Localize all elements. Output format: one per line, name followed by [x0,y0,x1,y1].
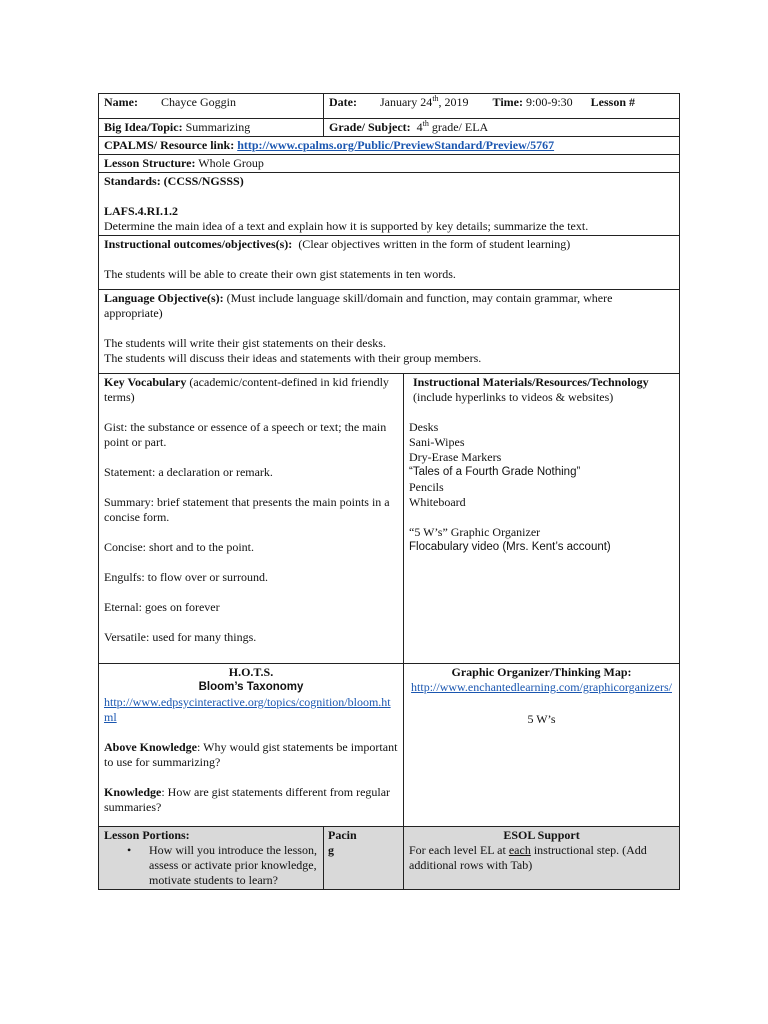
material-item: Sani-Wipes [409,435,465,449]
date-time-cell [324,94,680,119]
standard-code: LAFS.4.RI.1.2 [104,204,179,218]
topic-label: Big Idea/Topic: [104,120,183,134]
vocab-heading [104,375,398,405]
language-heading [104,291,674,321]
standards-label: Standards: (CCSS/NGSSS) [104,174,244,188]
language-line-1: The students will write their gist statements on their desks. [104,336,386,350]
organizer-title: Graphic Organizer/Thinking Map: [451,665,632,679]
vocab-note: (academic/content-defined in kid friendly terms) [104,375,389,404]
esol-title: ESOL Support [503,828,580,842]
outcomes-note: (Clear objectives written in the form of student learning) [298,237,571,251]
outcomes-heading [104,237,674,252]
vocab-materials-row [99,374,680,664]
grade-value: 4th grade/ ELA [416,119,489,134]
lesson-number-label: Lesson # [590,95,636,109]
above-knowledge-question: Above Knowledge: Why would gist statements be important to use for summarizing? [104,740,398,769]
structure-label: Lesson Structure: [104,156,196,170]
vocab-item-eternal: Eternal: goes on forever [104,600,220,614]
organizer-link[interactable]: http://www.enchantedlearning.com/graphicorganizers/ [411,680,672,694]
vocab-item-gist: Gist: the substance or essence of a speech or text; the main point or part. [104,420,387,449]
materials-label: Instructional Materials/Resources/Technology [413,375,649,389]
language-row [99,290,680,374]
grade-label: Grade/ Subject: [329,120,411,134]
portions-row [99,827,680,890]
materials-note: (include hyperlinks to videos & websites) [413,390,614,404]
vocab-cell [99,374,404,664]
date-value: January 24th, 2019 [379,94,469,109]
standards-cell [99,173,680,236]
language-label: Language Objective(s): [104,291,224,305]
name-cell [99,94,324,119]
language-note: (Must include language skill/domain and function, may contain grammar, where appropriate) [104,291,613,320]
esol-text: For each level EL at each instructional step. (Add additional rows with Tab) [409,843,647,872]
esol-cell [404,827,680,890]
topic-cell [99,119,324,137]
vocab-item-engulfs: Engulfs: to flow over or surround. [104,570,268,584]
blooms-link[interactable]: http://www.edpsycinteractive.org/topics/cognition/bloom.html [104,695,391,724]
lesson-plan-table [98,93,680,890]
portions-label: Lesson Portions: [104,828,190,842]
outcomes-row [99,236,680,290]
organizer-value: 5 W’s [527,712,556,726]
material-item: Dry-Erase Markers [409,450,502,464]
material-item: Desks [409,420,439,434]
outcomes-label: Instructional outcomes/objectives(s): [104,237,293,251]
knowledge-question: Knowledge: How are gist statements different from regular summaries? [104,785,391,814]
materials-cell [404,374,680,664]
time-value: 9:00-9:30 [526,95,573,109]
vocab-label: Key Vocabulary [104,375,187,389]
cpalms-link[interactable]: http://www.cpalms.org/Public/PreviewStandard/Preview/5767 [237,138,555,152]
portions-bullet: • How will you introduce the lesson, assess or activate prior knowledge, motivate students to learn? [149,843,318,888]
outcomes-cell [99,236,680,290]
material-item: Flocabulary video (Mrs. Kent’s account) [409,541,611,553]
header-row [99,94,680,119]
portions-list [104,843,318,888]
material-item: Whiteboard [409,495,466,509]
date-label: Date: [329,95,357,109]
lesson-plan-page [98,93,679,890]
structure-row [99,155,680,173]
blooms-subtitle: Bloom’s Taxonomy [198,681,304,693]
vocab-item-versatile: Versatile: used for many things. [104,630,257,644]
cpalms-cell [99,137,680,155]
time-label: Time: [492,95,523,109]
material-item: “5 W’s” Graphic Organizer [409,525,541,539]
hots-title: H.O.T.S. [228,665,274,679]
name-value: Chayce Goggin [160,95,236,109]
cpalms-label: CPALMS/ Resource link: [104,138,235,152]
topic-row [99,119,680,137]
pacing-label: Pacing [328,828,357,857]
hots-organizer-row [99,664,680,827]
outcomes-text: The students will be able to create their own gist statements in ten words. [104,267,456,281]
material-item: “Tales of a Fourth Grade Nothing” [409,466,581,478]
portions-cell [99,827,324,890]
standards-row [99,173,680,236]
structure-cell [99,155,680,173]
cpalms-row [99,137,680,155]
grade-cell [324,119,680,137]
structure-value: Whole Group [198,156,264,170]
name-label: Name: [104,95,138,109]
hots-cell [99,664,404,827]
standard-text: Determine the main idea of a text and explain how it is supported by key details; summarize the text. [104,219,589,233]
topic-value: Summarizing [185,120,251,134]
pacing-cell [324,827,404,890]
material-item: Pencils [409,480,444,494]
language-cell [99,290,680,374]
vocab-item-concise: Concise: short and to the point. [104,540,254,554]
vocab-item-summary: Summary: brief statement that presents the main points in a concise form. [104,495,390,524]
vocab-item-statement: Statement: a declaration or remark. [104,465,273,479]
organizer-cell [404,664,680,827]
language-line-2: The students will discuss their ideas and statements with their group members. [104,351,482,365]
